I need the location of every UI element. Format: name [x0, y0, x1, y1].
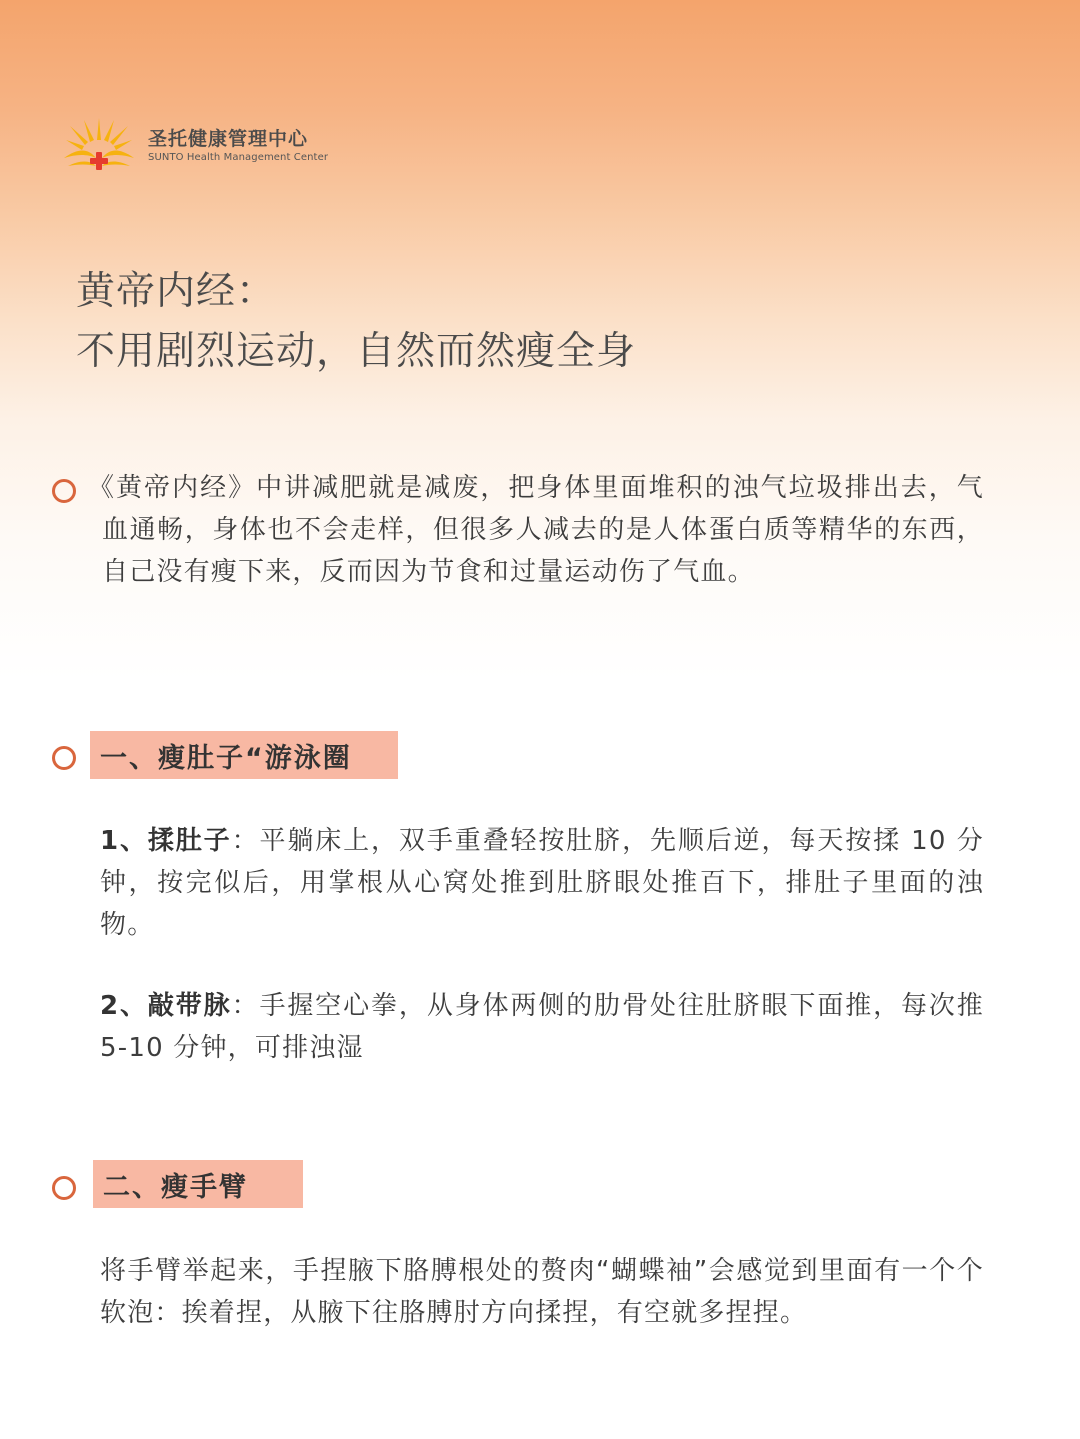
section1-item-1 [100, 820, 984, 946]
title-line-2: 不用剧烈运动，自然而然瘦全身 [76, 329, 637, 374]
section1-item-2-text: ：手握空心拳，从身体两侧的肋骨处往肚脐眼下面推，每次推 5-10 分钟，可排浊湿 [100, 991, 984, 1063]
section2-text: 将手臂举起来，手捏腋下胳膊根处的赘肉“蝴蝶袖”会感觉到里面有一个个软泡：挨着捏，从腋下往胳膊肘方向揉捏，有空就多捏捏。 [100, 1256, 984, 1328]
section1-heading [90, 731, 398, 779]
logo [62, 118, 328, 174]
section1-item-1-label: 1、揉肚子 [100, 826, 232, 856]
section2-paragraph [100, 1250, 984, 1334]
section2-heading [93, 1160, 303, 1208]
section1-item-1-text: ：平躺床上，双手重叠轻按肚脐，先顺后逆，每天按揉 10 分钟，按完似后，用掌根从心窝处推到肚脐眼处推百下，排肚子里面的浊物。 [100, 826, 984, 940]
section1-item-2-label: 2、敲带脉 [100, 991, 232, 1021]
intro-bullet-icon [52, 479, 76, 503]
section1-bullet-icon [52, 746, 76, 770]
section1-heading-text: 一、瘦肚子“游泳圈 [100, 742, 352, 774]
section2-bullet-icon [52, 1176, 76, 1200]
intro-text: 《黄帝内经》中讲减肥就是减废，把身体里面堆积的浊气垃圾排出去，气血通畅，身体也不会走样，但很多人减去的是人体蛋白质等精华的东西，自己没有瘦下来，反而因为节食和过量运动伤了气血。 [88, 473, 984, 587]
title-line-1: 黄帝内经： [76, 269, 277, 314]
page-title [76, 262, 636, 382]
logo-text [148, 127, 328, 165]
logo-name-cn: 圣托健康管理中心 [148, 128, 309, 150]
logo-name-en: SUNTO Health Management Center [148, 152, 329, 163]
intro-paragraph [88, 467, 984, 593]
section1-item-2 [100, 985, 984, 1069]
sunto-logo-icon [62, 118, 136, 174]
section2-heading-text: 二、瘦手臂 [103, 1171, 248, 1203]
